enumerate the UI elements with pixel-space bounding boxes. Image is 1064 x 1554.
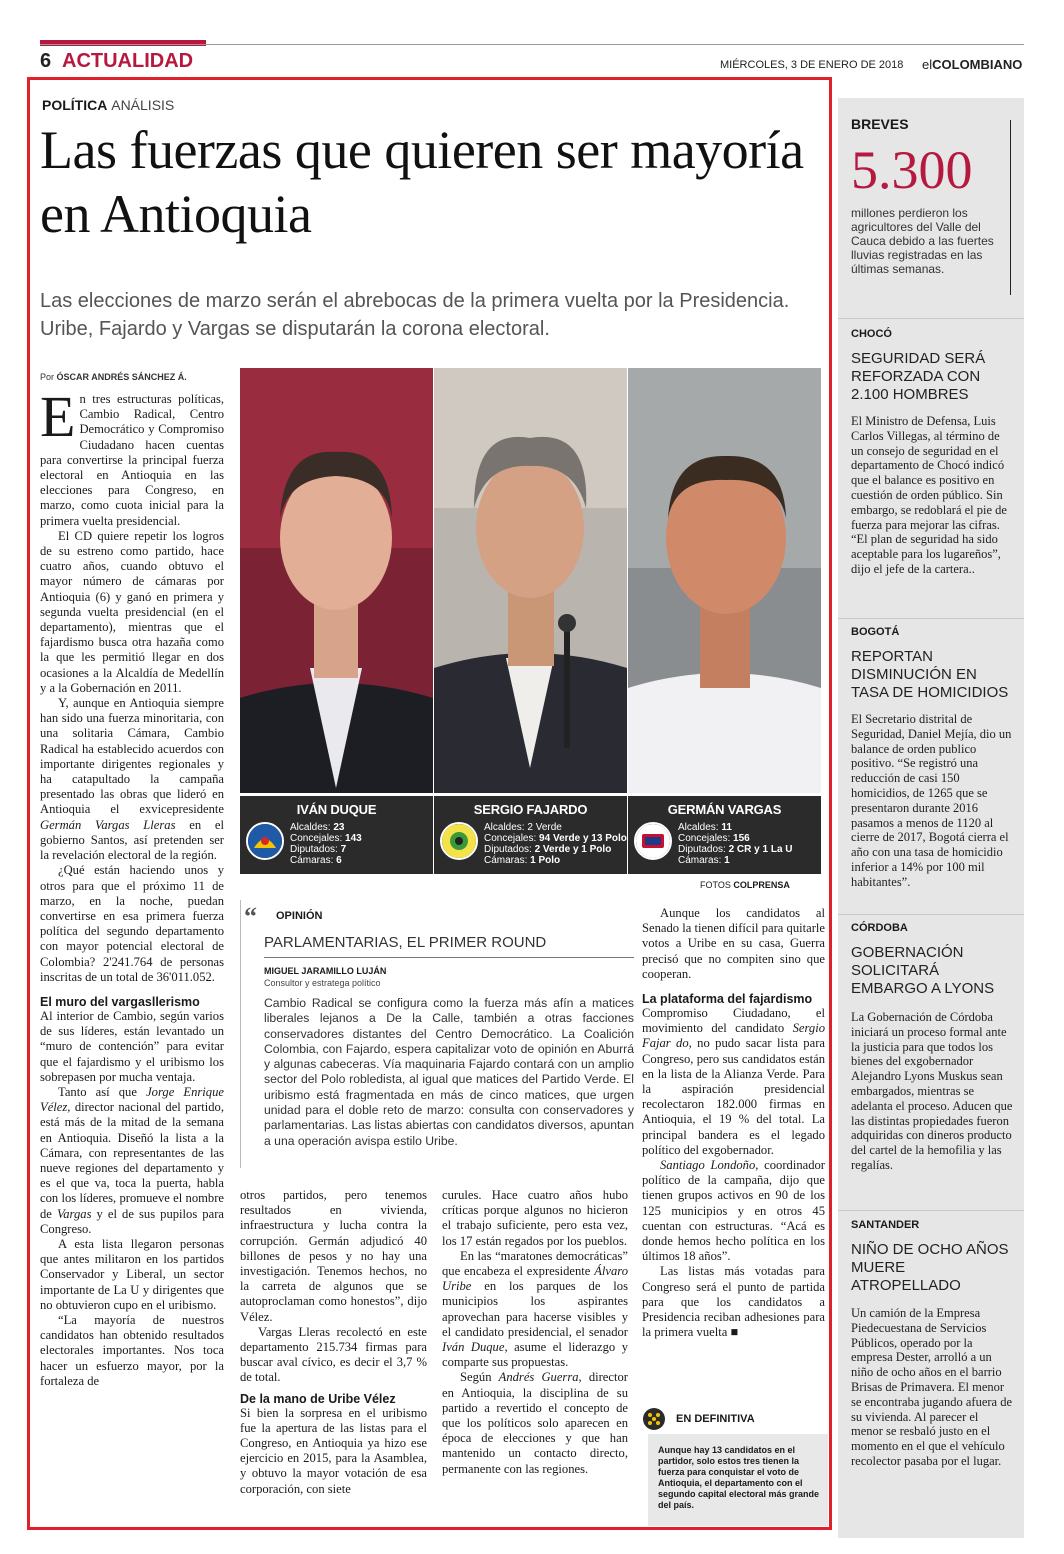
candidate-name: GERMÁN VARGAS <box>667 802 782 817</box>
sidebar-body: Un camión de la Empresa Piedecuestana de Servicios Públicos, operado por la empresa Dester, arrolló a un niño de ocho años en el barrio Brisas de Primavera. El menor se encontraba jugando afuera de su vivienda. Al parecer el menor se resbaló justo en el momento en el que el vehículo recolector pasaba por el lugar. <box>851 1306 1013 1468</box>
article-paragraph: Aunque los candidatos al Senado la tienen difícil para quitarle votos a Uribe en su casa, Guerra precisó que no compiten sino que cooperan. <box>642 906 825 981</box>
candidate-stats: Alcaldes: 2 Verde Concejales: 94 Verde y 13 Polo Diputados: 2 Verde y 1 Polo Cámaras: 1 Polo <box>484 822 627 866</box>
opinion-rule <box>264 957 634 958</box>
article-paragraph: Compromiso Ciudadano, el movimiento del candidato Sergio Fajar do, no pudo sacar lista para Congreso, pero sus candidatos están en la lista de la Alianza Verde. Para la aspiración presidencial recolectaron 182.000 firmas en Antioquia, el 19 % del total. La principal bandera es el legado político del exgobernador. <box>642 1006 825 1157</box>
article-paragraph: A esta lista llegaron personas que antes militaron en los partidos Conservador y Liberal, un sector importante de La U y dirigentes que no obtuvieron cupo en el uribismo. <box>40 1236 224 1312</box>
article-column-2 <box>240 1188 427 1497</box>
candidate-card-duque <box>240 796 433 874</box>
candidate-stats: Alcaldes: 11 Concejales: 156 Diputados: 2 CR y 1 La U Cámaras: 1 <box>678 822 793 866</box>
article-paragraph: curules. Hace cuatro años hubo críticas porque algunos no hicieron el trabajo suficiente, pero esta vez, los 17 están regados por los pueblos. <box>442 1188 628 1248</box>
section-title: ACTUALIDAD <box>62 50 194 72</box>
photo-sergio-fajardo <box>434 368 627 793</box>
newspaper-brand <box>922 57 1022 72</box>
opinion-text: Cambio Radical se configura como la fuerza más afín a matices liberales lejanos a De la Calle, también a otras facciones conservadores distantes del Centro Democrático. La Coalición Colombia, con Fajardo, espera capitalizar voto de opinión en Aburrá y algunas cabeceras. Vía maquinaria Fajardo contará con un amplio sector del Polo robledista, al igual que matices del Partido Verde. El uribismo está fragmentada en más de cinco matices, que urgen unidad para el doble reto de marzo: consulta con conservadores y parlamentarias. Las listas abiertas con candidatos diversos, apuntan a una operación avispa estilo Uribe. <box>264 996 634 1148</box>
photo-ivan-duque <box>240 368 433 793</box>
candidate-name: SERGIO FAJARDO <box>473 802 588 817</box>
article-paragraph: En las “maratones democráticas” que encabeza el expresidente Álvaro Uribe en los parques de los municipios los aspirantes aprovechan para hacerse visibles y el candidato presidencial, el senador Iván Duque, asume el liderazgo y comparte sus propuestas. <box>442 1248 628 1370</box>
candidate-stats: Alcaldes: 23 Concejales: 143 Diputados: 7 Cámaras: 6 <box>290 822 362 866</box>
sidebar-body: El Secretario distrital de Seguridad, Daniel Mejía, dio un balance de orden publico positivo. “Se registró una reducción de casi 150 homicidios, de 1265 que se presentaron durante 2016 pasamos a menos de 1120 al cierre de 2017, Bogotá cierra el año con una tasa de homicidio inferior a 14% por 100 mil habitantes”. <box>851 712 1012 889</box>
subhead: La plataforma del fajardismo <box>642 992 813 1007</box>
opinion-label: OPINIÓN <box>276 910 323 922</box>
sidebar-body: El Ministro de Defensa, Luis Carlos Villegas, al término de un consejo de seguridad en el departamento de Chocó indicó que el balance es positivo en cuestión de orden público. Sin embargo, se redoblará el pie de fuerza para mejorar las cifras. “El plan de seguridad ha sido aceptable para los lugareños”, dijo el jefe de la cartera.. <box>851 414 1007 576</box>
alianza-verde-logo-icon <box>440 822 478 860</box>
article-column-3 <box>442 1188 628 1477</box>
brand-prefix: el <box>922 57 933 72</box>
header-rule <box>40 44 1024 45</box>
opinion-author: MIGUEL JARAMILLO LUJÁN <box>264 966 387 976</box>
sidebar-divider <box>838 914 1024 915</box>
brand-name: COLOMBIANO <box>932 57 1023 72</box>
en-definitiva-icon <box>643 1408 665 1430</box>
sidebar-headline: GOBERNACIÓN SOLICITARÁ EMBARGO A LYONS <box>851 944 995 997</box>
article-paragraph: Vargas Lleras recolectó en este departamento 215.734 firmas para buscar aval cívico, es decir el 3,7 % de total. <box>240 1324 427 1385</box>
sidebar-headline: REPORTAN DISMINUCIÓN EN TASA DE HOMICIDIOS <box>851 648 1009 701</box>
candidate-name: IVÁN DUQUE <box>296 802 377 817</box>
article-paragraph: Santiago Londoño, coordinador político de la campaña, dijo que tienen grupos activos en 90 de los 125 municipios y en otros 45 cuentan con estructuras. “Acá es donde hemos hecho política en los últimos 18 años”. <box>642 1158 825 1264</box>
article-dek: Las elecciones de marzo serán el abrebocas de la primera vuelta por la Presidencia. Uribe, Fajardo y Vargas se disputarán la corona electoral. <box>40 290 790 340</box>
opinion-author-role: Consultor y estratega político <box>264 978 381 988</box>
article-paragraph: En tres estructuras políticas, Cambio Radical, Centro Democrático y Compromiso Ciudadano hacen cuentas para convertirse la principal fuerza electoral en Antioquia en las elecciones para Congreso, en marzo, como cuota inicial para la primera vuelta presidencial. <box>40 384 224 528</box>
byline <box>40 372 187 382</box>
end-mark: ■ <box>730 1325 739 1340</box>
sidebar-headline: SEGURIDAD SERÁ REFORZADA CON 2.100 HOMBRES <box>851 350 986 403</box>
subhead: De la mano de Uribe Vélez <box>240 1391 396 1406</box>
article-paragraph: El CD quiere repetir los logros de su estreno como partido, hace cuatro años, cuando obtuvo el mayor número de cámaras por Antioquia (6) y ganó en primera y segunda vuelta presidencial (en el departamento), mientras que el fajardismo busca otra hazaña como la que les permitió llegar en dos ocasiones a la Alcaldía de Medellín y a la Gobernación en 2011. <box>40 528 224 695</box>
photo-german-vargas <box>628 368 821 793</box>
sidebar-body: La Gobernación de Córdoba iniciará un proceso formal ante la justicia para que todos los bienes del exgobernador Alejandro Lyons Muskus sean embargados, mientras se adelanta el proceso. Aducen que las distintas propiedades fueron adquiridas con dineros producto del cartel de la hemofilia y las regalías. <box>851 1010 1013 1172</box>
article-paragraph: Al interior de Cambio, según varios de sus líderes, están levantado un “muro de contención” para evitar que el fajardismo y el uribismo los sobrepasen por mucha ventaja. <box>40 1008 224 1084</box>
cambio-radical-logo-icon <box>634 822 672 860</box>
byline-author: ÓSCAR ANDRÉS SÁNCHEZ Á. <box>56 372 187 382</box>
article-paragraph: “La mayoría de nuestros candidatos han obtenido resultados electorales importantes. Nos toca hacer un esfuerzo mayor, por la fortaleza de <box>40 1312 224 1388</box>
sidebar-divider <box>838 318 1024 319</box>
breves-title: BREVES <box>851 116 909 132</box>
article-paragraph: Las listas más votadas para Congreso será el punto de partida para que los candidatos a Presidencia reciban adhesiones para la primera vuelta ■ <box>642 1264 825 1340</box>
issue-date: MIÉRCOLES, 3 DE ENERO DE 2018 <box>720 59 904 71</box>
sidebar-category-choco: CHOCÓ <box>851 328 892 340</box>
article-paragraph: ¿Qué están haciendo unos y otros para que el próximo 11 de marzo, en la noche, puedan convertirse en esa primera fuerza política del segundo departamento con mayor potencial electoral de Colombia? 2'241.764 de personas inscritas de un total de 36'011.052. <box>40 863 224 984</box>
article-paragraph: Y, aunque en Antioquia siempre han sido una fuerza minoritaria, con una solitaria Cámara, Cambio Radical ha establecido acuerdos con importante dirigentes regionales y ha catapultado la campaña presentado las obras que lideró en Antioquia el exvicepresidente Germán Vargas Lleras en el gobierno Santos, así pretenden ser la revelación electoral de la región. <box>40 696 224 863</box>
sidebar-category-santander: SANTANDER <box>851 1219 920 1231</box>
breves-rule <box>1010 120 1011 295</box>
breves-big-number: 5.300 <box>851 140 973 200</box>
candidate-card-vargas <box>628 796 821 874</box>
article-paragraph: Tanto así que Jorge Enrique Vélez, director nacional del partido, está más de la mitad de la semana en Antioquia. Diseñó la lista a la Cámara, con representantes de las nueve regiones del departamento y es el que va, toca la puerta, habla con los líderes, promueve el nombre de Vargas y el de sus pupilos para Congreso. <box>40 1084 224 1236</box>
article-kicker <box>42 97 174 113</box>
article-paragraph: Si bien la sorpresa en el uribismo fue la apertura de las listas para el Congreso, en Antioquia ya hizo ese ejercicio en 2015, para la Asamblea, y obtuvo la mayor votación de esa corporación, con siete <box>240 1405 427 1496</box>
opinion-title: PARLAMENTARIAS, EL PRIMER ROUND <box>264 934 547 951</box>
kicker-sub: ANÁLISIS <box>111 97 175 113</box>
sidebar-divider <box>838 1210 1024 1211</box>
subhead: El muro del vargasllerismo <box>40 994 200 1009</box>
article-headline: Las fuerzas que quieren ser mayoría en Antioquia <box>40 120 804 244</box>
sidebar-headline: NIÑO DE OCHO AÑOS MUERE ATROPELLADO <box>851 1241 1009 1294</box>
quote-icon: “ <box>244 902 257 931</box>
kicker-main: POLÍTICA <box>42 97 108 113</box>
article-column-4 <box>642 906 825 1340</box>
en-definitiva-label: EN DEFINITIVA <box>676 1413 755 1425</box>
drop-cap: E <box>40 384 76 449</box>
centro-democratico-logo-icon <box>246 822 284 860</box>
sidebar-category-bogota: BOGOTÁ <box>851 626 900 638</box>
section-color-bar <box>40 40 206 46</box>
article-column-1 <box>40 384 224 1389</box>
sidebar-divider <box>838 618 1024 619</box>
sidebar-category-cordoba: CÓRDOBA <box>851 922 908 934</box>
candidate-card-fajardo <box>434 796 627 874</box>
photo-credit: FOTOS COLPRENSA <box>700 880 790 890</box>
en-definitiva-text: Aunque hay 13 candidatos en el partidor, solo estos tres tienen la fuerza para conquistar el voto de Antioquia, el departamento con el segundo capital electoral más grande del país. <box>658 1445 820 1510</box>
article-paragraph: Según Andrés Guerra, director en Antioquia, la disciplina de su partido a revertido el concepto de que los políticos solo aparecen en época de elecciones y que han mantenido un contacto directo, permanente con las regiones. <box>442 1370 628 1476</box>
byline-prefix: Por <box>40 372 55 382</box>
article-paragraph: otros partidos, pero tenemos resultados en vivienda, infraestructura y lucha contra la corrupción. Germán adjudicó 40 billones de pesos y no hay una investigación. Tenemos hechos, no la carreta de algunos que se autoproclaman como honestos”, dijo Vélez. <box>240 1188 427 1324</box>
page-number: 6 <box>40 50 52 72</box>
breves-big-text: millones perdieron los agricultores del Valle del Cauca debido a las fuertes lluvias registradas en las últimas semanas. <box>851 206 994 276</box>
